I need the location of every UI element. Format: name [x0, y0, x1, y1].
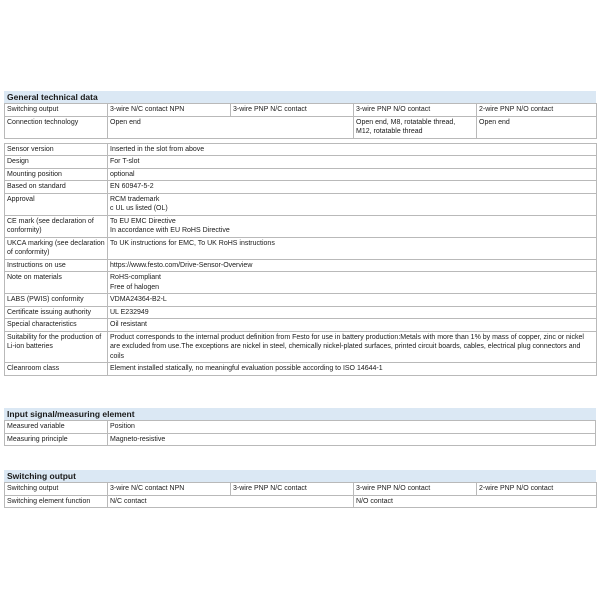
row-value: Position [108, 421, 596, 434]
table-row [5, 331, 597, 363]
table-row [5, 319, 597, 332]
row-value: Element installed statically, no meaningful evaluation possible according to ISO 14644-1 [108, 363, 597, 376]
general-technical-data-section [4, 91, 596, 376]
row-label: Based on standard [5, 181, 108, 194]
table-row [5, 495, 597, 508]
row-label: Special characteristics [5, 319, 108, 332]
column-header: 3-wire PNP N/O contact [354, 483, 477, 496]
table-row [5, 156, 597, 169]
table-row [5, 421, 596, 434]
input-signal-table [4, 420, 596, 446]
row-label: UKCA marking (see declaration of conformity) [5, 237, 108, 259]
row-label: Instructions on use [5, 259, 108, 272]
row-value-line: Open end, M8, rotatable thread, [356, 118, 456, 126]
row-value-line: RoHS-compliant [110, 274, 161, 281]
row-label: Measuring principle [5, 433, 108, 446]
table-row [5, 259, 597, 272]
table-row [5, 143, 597, 156]
column-header: 3-wire PNP N/O contact [354, 104, 477, 117]
row-label: Mounting position [5, 168, 108, 181]
row-label: Certificate issuing authority [5, 306, 108, 319]
table-row [5, 483, 597, 496]
row-value: https://www.festo.com/Drive-Sensor-Overview [108, 259, 597, 272]
row-label: Approval [5, 193, 108, 215]
row-value [108, 272, 597, 294]
column-header: 3-wire PNP N/C contact [231, 483, 354, 496]
row-label: Suitability for the production of Li-ion batteries [5, 331, 108, 363]
row-value [108, 215, 597, 237]
row-value-line: Free of halogen [110, 283, 160, 291]
row-value: For T-slot [108, 156, 597, 169]
row-label: CE mark (see declaration of conformity) [5, 215, 108, 237]
row-label: Switching output [5, 483, 108, 496]
section-title: General technical data [4, 91, 596, 103]
row-value-line: To EU EMC Directive [110, 217, 176, 225]
table-row [5, 272, 597, 294]
row-value: Magneto-resistive [108, 433, 596, 446]
row-value-line: RCM trademark [110, 195, 160, 203]
table-row [5, 215, 597, 237]
row-value: Product corresponds to the internal product definition from Festo for use in battery production:Metals with more than 1% by mass of copper, zinc or nickel are excluded from use.The exceptions are nickel in steel, chemically nickel-plated surfaces, printed circuit boards, cables, electrical plug connectors and coils [108, 331, 597, 363]
column-header: 2-wire PNP N/O contact [477, 104, 597, 117]
table-row [5, 116, 597, 138]
general-data-table [4, 103, 597, 376]
row-value-line: In accordance with EU RoHS Directive [110, 227, 230, 234]
table-row [5, 104, 597, 117]
table-row [5, 294, 597, 307]
row-label: Note on materials [5, 272, 108, 294]
row-label: Switching output [5, 104, 108, 117]
row-value: UL E232949 [108, 306, 597, 319]
row-label: Sensor version [5, 143, 108, 156]
column-header: 2-wire PNP N/O contact [477, 483, 597, 496]
table-row [5, 363, 597, 376]
switching-output-section [4, 470, 596, 508]
switching-output-table [4, 482, 597, 508]
input-signal-section [4, 408, 596, 446]
row-label: Measured variable [5, 421, 108, 434]
table-row [5, 306, 597, 319]
column-header: 3-wire N/C contact NPN [108, 483, 231, 496]
column-header: 3-wire N/C contact NPN [108, 104, 231, 117]
column-header: 3-wire PNP N/C contact [231, 104, 354, 117]
row-label: Connection technology [5, 116, 108, 138]
row-label: LABS (PWIS) conformity [5, 294, 108, 307]
row-value: EN 60947-5-2 [108, 181, 597, 194]
table-row [5, 433, 596, 446]
row-value-line: M12, rotatable thread [356, 128, 423, 135]
row-value: Open end [477, 116, 597, 138]
row-label: Design [5, 156, 108, 169]
row-value: To UK instructions for EMC, To UK RoHS instructions [108, 237, 597, 259]
row-value: N/O contact [354, 495, 597, 508]
row-value: Open end [108, 116, 354, 138]
section-title: Input signal/measuring element [4, 408, 596, 420]
row-value: Inserted in the slot from above [108, 143, 597, 156]
row-value: N/C contact [108, 495, 354, 508]
section-title: Switching output [4, 470, 596, 482]
table-row [5, 181, 597, 194]
row-value-line: c UL us listed (OL) [110, 205, 168, 212]
row-value [354, 116, 477, 138]
row-label: Cleanroom class [5, 363, 108, 376]
row-value: VDMA24364-B2-L [108, 294, 597, 307]
row-value: optional [108, 168, 597, 181]
row-value [108, 193, 597, 215]
row-label: Switching element function [5, 495, 108, 508]
table-row [5, 237, 597, 259]
row-value: Oil resistant [108, 319, 597, 332]
table-row [5, 193, 597, 215]
table-row [5, 168, 597, 181]
